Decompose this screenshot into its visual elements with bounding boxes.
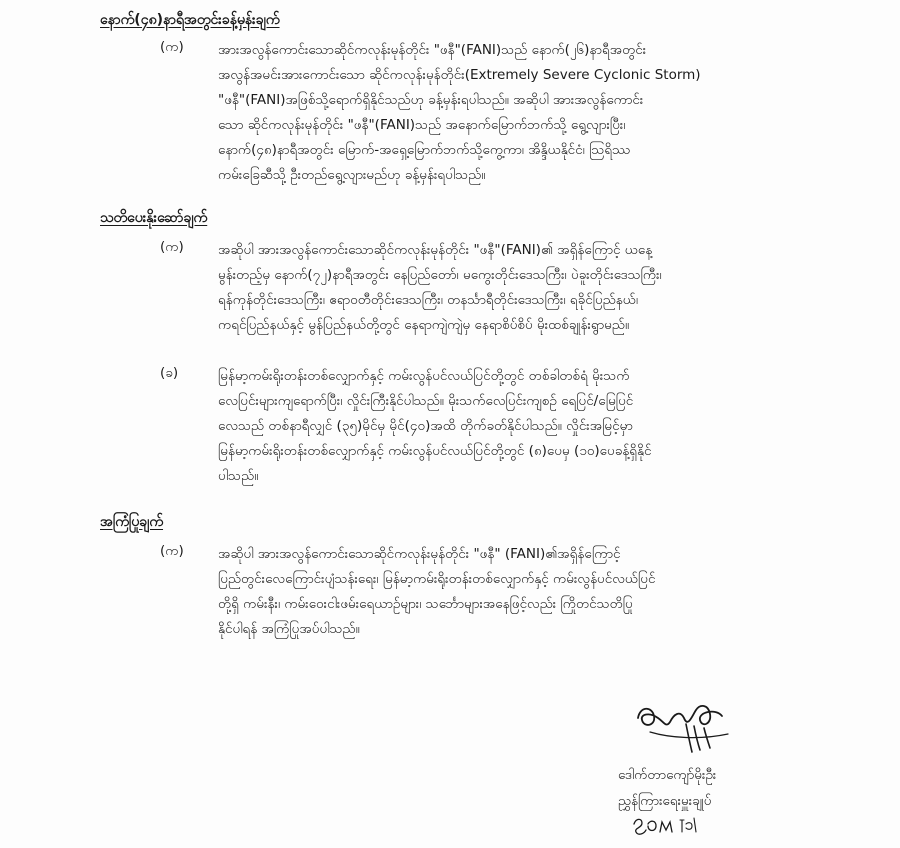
text-line: မြန်မာ့ကမ်းရိုးတန်းတစ်လျှောက်နှင့် ကမ်းလွန်ပင်လယ်ပြင်တို့တွင် (၈)ပေမှ (၁၀)ပေခန့်ရှိနိုင် [218,443,652,459]
text-line: ပြည်တွင်းလေကြောင်းပျံသန်းရေး၊ မြန်မာ့ကမ်းရိုးတန်းတစ်လျှောက်နှင့် ကမ်းလွန်ပင်လယ်ပြင် [218,571,656,587]
paragraph-body [218,542,803,642]
text-line: မြန်မာ့ကမ်းရိုးတန်းတစ်လျှောက်နှင့် ကမ်းလွန်ပင်လယ်ပြင်တို့တွင် တစ်ခါတစ်ရံ မိုးသက် [218,368,630,384]
text-line: "ဖနီ"(FANI)အဖြစ်သို့ရောက်ရှိနိုင်သည်ဟု ခန့်မှန်းရပါသည်။ အဆိုပါ အားအလွန်ကောင်း [218,92,644,108]
signatory-name: ဒေါက်တာကျော်မိုးဦး [618,767,717,783]
signatory-title: ညွှန်ကြားရေးမှူးချုပ် [618,793,712,809]
handwritten-signature [630,698,740,760]
signature-block [600,690,860,848]
text-line: အဆိုပါ အားအလွန်ကောင်းသောဆိုင်ကလုန်းမုန်တိုင်း "ဖနီ" (FANI)၏အရှိန်ကြောင့် [218,546,621,562]
text-line: ရန်ကုန်တိုင်းဒေသကြီး၊ ဧရာဝတီတိုင်းဒေသကြီး၊ တနင်္သာရီတိုင်းဒေသကြီး၊ ရခိုင်ပြည်နယ်၊ [218,292,638,308]
paragraph-number: (ခ) [160,365,179,381]
section-heading: နောက်(၄၈)နာရီအတွင်းခန့်မှန်းချက် [100,12,280,28]
text-line: ပါသည်။ [218,468,259,484]
paragraph-number: (က) [160,39,184,55]
handwritten-initials [630,810,700,838]
text-line: သော ဆိုင်ကလုန်းမုန်တိုင်း "ဖနီ"(FANI)သည် အနောက်မြောက်ဘက်သို့ ရွေ့လျားပြီး၊ [218,117,626,133]
text-line: တို့ရှိ ကမ်းနီး၊ ကမ်းဝေးငါးဖမ်းရေယာဉ်များ၊ သင်္ဘောများအနေဖြင့်လည်း ကြိုတင်သတိပြု [218,596,633,612]
paragraph-body [218,38,803,188]
text-line: နောက်(၄၈)နာရီအတွင်း မြောက်-အရှေ့မြောက်ဘက်သို့ကွေ့ကာ၊ အိန္ဒိယနိုင်ငံ၊ သြရိဿ [218,142,631,158]
paragraph-number: (က) [160,543,184,559]
paragraph-body [218,364,803,489]
text-line: အလွန်အမင်းအားကောင်းသော ဆိုင်ကလုန်းမုန်တိုင်း(Extremely Severe Cyclonic Storm) [218,67,701,83]
text-line: နိုင်ပါရန် အကြံပြုအပ်ပါသည်။ [218,621,360,637]
text-line: အဆိုပါ အားအလွန်ကောင်းသောဆိုင်ကလုန်းမုန်တိုင်း "ဖနီ"(FANI)၏ အရှိန်ကြောင့် ယနေ့ [218,242,653,258]
text-line: လေပြင်းများကျရောက်ပြီး၊ လှိုင်းကြီးနိုင်ပါသည်။ မိုးသက်လေပြင်းကျစဉ် ရေပြင်/မြေပြင် [218,393,634,409]
paragraph-body [218,238,803,338]
paragraph-number: (က) [160,239,184,255]
text-line: လေသည် တစ်နာရီလျှင် (၃၅)မိုင်မှ မိုင်(၄၀)အထိ တိုက်ခတ်နိုင်ပါသည်။ လှိုင်းအမြင့်မှာ [218,418,633,434]
text-line: ကမ်းခြေဆီသို့ ဦးတည်ရွေ့လျားမည်ဟု ခန့်မှန်းရပါသည်။ [218,167,486,183]
text-line: မွန်းတည့်မှ နောက်(၇၂)နာရီအတွင်း နေပြည်တော်၊ မကွေးတိုင်းဒေသကြီး၊ ပဲခူးတိုင်းဒေသကြီး၊ [218,267,662,283]
section-heading: အကြံပြုချက် [100,514,164,530]
text-line: ကရင်ပြည်နယ်နှင့် မွန်ပြည်နယ်တို့တွင် နေရာကျဲကျဲမှ နေရာစိပ်စိပ် မိုးထစ်ချုန်းရွာမည်။ [218,317,630,333]
text-line: အားအလွန်ကောင်းသောဆိုင်ကလုန်းမုန်တိုင်း "ဖနီ"(FANI)သည် နောက်(၂၆)နာရီအတွင်း [218,42,647,58]
section-heading: သတိပေးနိုးဆော်ချက် [100,210,208,226]
